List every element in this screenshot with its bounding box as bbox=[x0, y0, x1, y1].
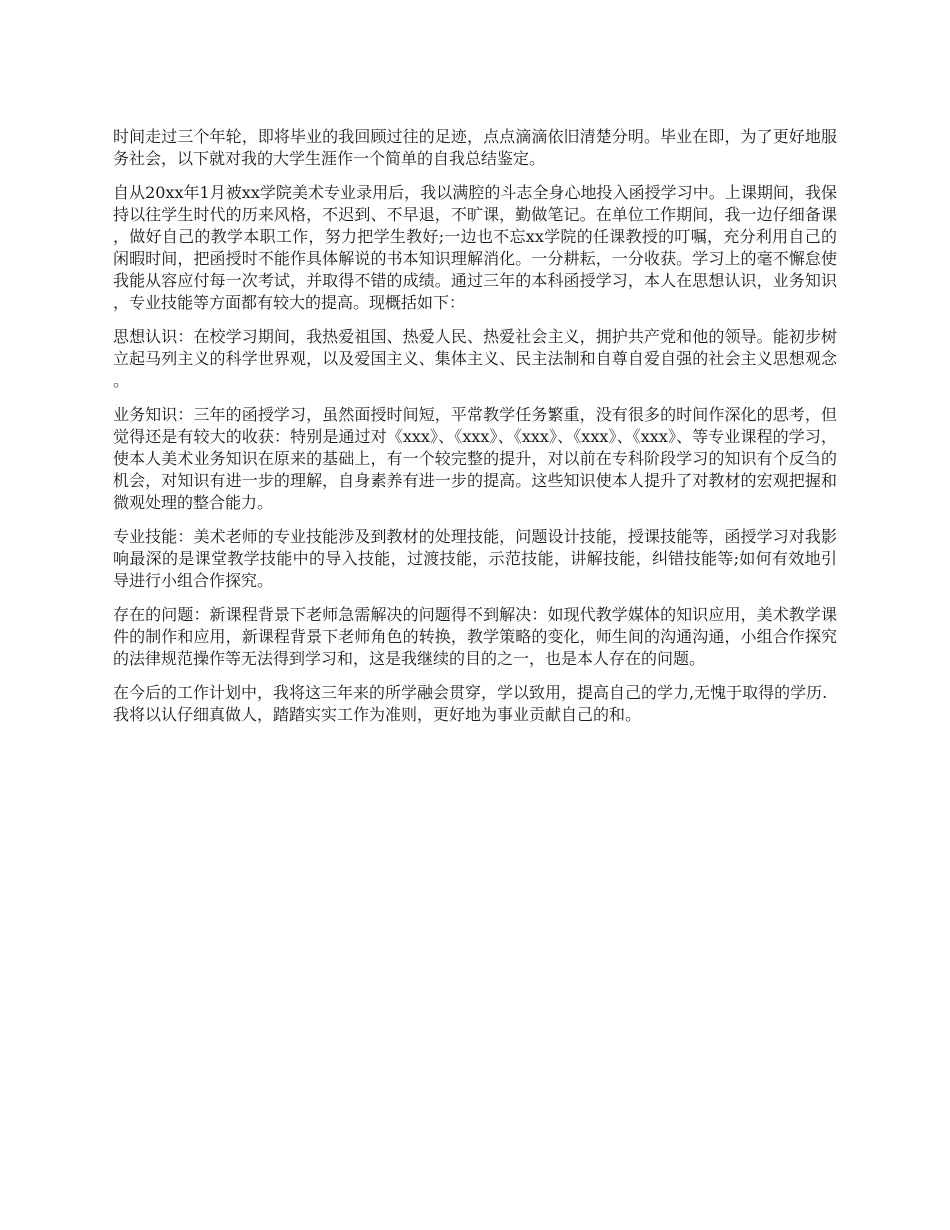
paragraph-study-experience: 自从20xx年1月被xx学院美术专业录用后，我以满腔的斗志全身心地投入函授学习中。上课期间，我保持以往学生时代的历来风格，不迟到、不早退，不旷课，勤做笔记。在单位工作期间，我一边仔细备课，做好自己的教学本职工作，努力把学生教好;一边也不忘xx学院的任课教授的叮嘱，充分利用自己的闲暇时间，把函授时不能作具体解说的书本知识理解消化。一分耕耘，一分收获。学习上的毫不懈怠使我能从容应付每一次考试，并取得不错的成绩。通过三年的本科函授学习，本人在思想认识，业务知识，专业技能等方面都有较大的提高。现概括如下： bbox=[113, 183, 837, 312]
paragraph-existing-problems: 存在的问题：新课程背景下老师急需解决的问题得不到解决：如现代教学媒体的知识应用，美术教学课件的制作和应用，新课程背景下老师角色的转换，教学策略的变化，师生间的沟通沟通，小组合作探究的法律规范操作等无法得到学习和，这是我继续的目的之一，也是本人存在的问题。 bbox=[113, 605, 837, 668]
paragraph-intro: 时间走过三个年轮，即将毕业的我回顾过往的足迹，点点滴滴依旧清楚分明。毕业在即，为了更好地服务社会，以下就对我的大学生涯作一个简单的自我总结鉴定。 bbox=[113, 127, 837, 168]
document-body bbox=[113, 126, 837, 738]
paragraph-future-plan: 在今后的工作计划中，我将这三年来的所学融会贯穿，学以致用，提高自己的学力,无愧于取得的学历.我将以认仔细真做人，踏踏实实工作为准则，更好地为事业贡献自己的和。 bbox=[113, 683, 828, 724]
paragraph-business-knowledge: 业务知识：三年的函授学习，虽然面授时间短，平常教学任务繁重，没有很多的时间作深化的思考，但觉得还是有较大的收获：特别是通过对《xxx》、《xxx》、《xxx》、《xxx》、《xxx》、等专业课程的学习，使本人美术业务知识在原来的基础上，有一个较完整的提升，对以前在专科阶段学习的知识有个反刍的机会，对知识有进一步的理解，自身素养有进一步的提高。这些知识使本人提升了对教材的宏观把握和微观处理的整合能力。 bbox=[113, 405, 837, 512]
paragraph-ideology: 思想认识：在校学习期间，我热爱祖国、热爱人民、热爱社会主义，拥护共产党和他的领导。能初步树立起马列主义的科学世界观，以及爱国主义、集体主义、民主法制和自尊自爱自强的社会主义思想观念。 bbox=[113, 327, 837, 390]
paragraph-professional-skills: 专业技能：美术老师的专业技能涉及到教材的处理技能，问题设计技能，授课技能等，函授学习对我影响最深的是课堂教学技能中的导入技能，过渡技能，示范技能，讲解技能，纠错技能等;如何有效地引导进行小组合作探究。 bbox=[113, 527, 837, 590]
